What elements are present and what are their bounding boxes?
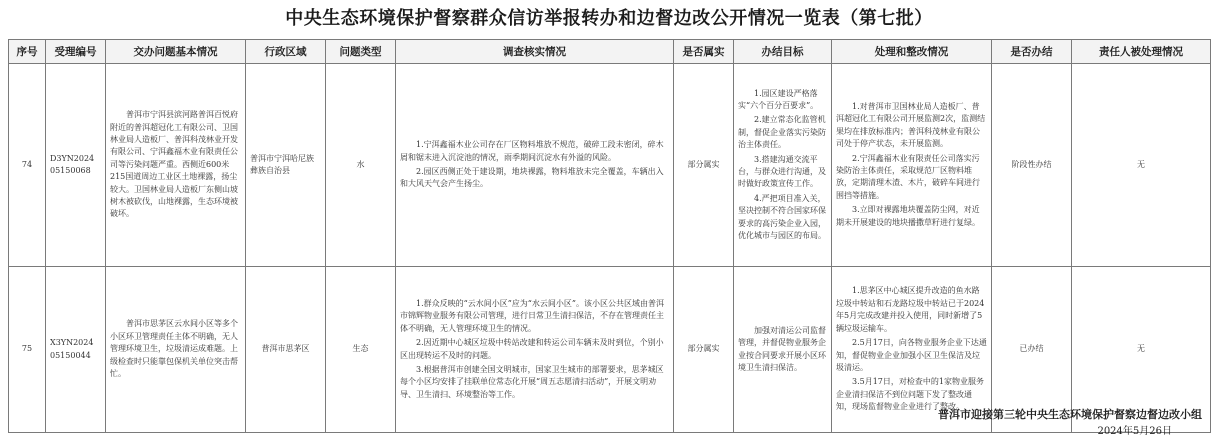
row-done: 阶段性办结: [992, 64, 1072, 267]
document-title: 中央生态环境保护督察群众信访举报转办和边督边改公开情况一览表（第七批）: [285, 8, 933, 29]
row-type: 生态: [326, 267, 396, 433]
header-region: 行政区域: [246, 40, 326, 64]
goal-item: 1.园区建设严格落实“六个百分百要求”。: [738, 88, 819, 110]
footer-date: 2024年5月26日: [1097, 426, 1172, 437]
row-type: 水: [326, 64, 396, 267]
row-region: 普洱市宁洱哈尼族彝族自治县: [246, 64, 326, 267]
handling-item: 1.思茅区中心城区提升改造的鱼水路垃圾中转站和石龙路垃圾中转站已于2024年5月完成改建并投入使用，同时新增了5辆垃圾运输车。: [836, 286, 985, 333]
row-goal: [734, 64, 832, 267]
row-penalty: 无: [1072, 64, 1211, 267]
row-issue: [106, 64, 246, 267]
investigation-item: 2.因近期中心城区垃圾中转站改建和转运公司车辆未及时到位，个别小区出现转运不及时的问题。: [400, 338, 664, 360]
row-region: 普洱市思茅区: [246, 267, 326, 433]
row-goal: [734, 267, 832, 433]
row-truth: 部分属实: [674, 267, 734, 433]
goal-item: 4.严把项目准入关，坚决控制不符合国家环保要求的高污染企业入园，优化城市与园区的布局。: [738, 193, 826, 241]
row-penalty: 无: [1072, 267, 1211, 433]
row-code: [46, 64, 106, 267]
header-code: 受理编号: [46, 40, 106, 64]
goal-item: 3.搭建沟通交流平台，与群众进行沟通，及时做好政策宣传工作。: [738, 154, 826, 189]
handling-item: 2.5月17日，向各物业服务企业下达通知，督促物业企业加强小区卫生保洁及垃圾清运。: [836, 338, 987, 372]
row-handling: [832, 64, 992, 267]
row-done: 已办结: [992, 267, 1072, 433]
handling-item: 3.立即对裸露地块覆盖防尘网，对近期未开展建设的地块播撒草籽进行复绿。: [836, 205, 980, 227]
disclosure-table: [8, 39, 1211, 433]
row-issue-text: 普洱市宁洱县滨河路普洱百悦府附近的普洱超冠化工有限公司、卫国林业局人造板厂、普洱科茂林业开发有限公司、宁洱鑫福木业有限责任公司等污染问题严重。西侧近600米215国道周边工业区土地裸露，扬尘较大。卫国林业局人造板厂东侧山坡树木被砍伐，山地裸露，生态环境被破坏。: [110, 110, 238, 219]
header-truth: 是否属实: [674, 40, 734, 64]
row-code-text: D3YN2024 05150068: [50, 153, 95, 175]
goal-item: 加强对清运公司监督管理，并督促物业服务企业按合同要求开展小区环境卫生清扫保洁。: [738, 325, 826, 372]
table-row: [9, 64, 1211, 267]
handling-item: 3.5月17日，对检查中的1家物业服务企业清扫保洁不到位问题下发了整改通知，现场监督物业企业进行了整改。: [836, 377, 984, 412]
row-issue-text: 普洱市思茅区云水间小区等多个小区环卫管理责任主体不明确，无人管理环境卫生，垃圾清运成难题。上级检查时只能靠包保机关单位突击帮忙。: [110, 319, 238, 379]
row-code: [46, 267, 106, 433]
investigation-item: 2.园区西侧正处于建设期，地块裸露，物料堆放未完全覆盖，车辆出入和大风天气会产生扬尘。: [400, 167, 664, 189]
header-penalty: 责任人被处理情况: [1072, 40, 1211, 64]
investigation-item: 1.宁洱鑫福木业公司存在厂区物料堆放不规范，破碎工段未密闭，碎木屑和锯末进入沉淀池的情况，雨季期间沉淀水有外溢的风险。: [400, 140, 664, 162]
row-seq: 75: [9, 267, 46, 433]
row-seq: 74: [9, 64, 46, 267]
handling-item: 2.宁洱鑫福木业有限责任公司落实污染防治主体责任，采取规范厂区物料堆放，定期清理木渣、木片，破碎车间进行围挡等措施。: [836, 153, 980, 200]
row-investigation: [396, 267, 674, 433]
header-done: 是否办结: [992, 40, 1072, 64]
header-issue: 交办问题基本情况: [106, 40, 246, 64]
header-seq: 序号: [9, 40, 46, 64]
header-handling: 处理和整改情况: [832, 40, 992, 64]
row-code-text: X3YN2024 05150044: [50, 338, 94, 360]
investigation-item: 3.根据普洱市创建全国文明城市，国家卫生城市的部署要求，思茅城区每个小区均安排了挂联单位常态化开展“周五志愿清扫活动”，开展文明劝导、卫生清扫、环境整治等工作。: [400, 364, 664, 399]
header-investigation: 调查核实情况: [396, 40, 674, 64]
footer-organization: 普洱市迎接第三轮中央生态环境保护督察边督边改小组: [938, 408, 1202, 421]
row-truth: 部分属实: [674, 64, 734, 267]
investigation-item: 1.群众反映的“云水间小区”应为“水云间小区”。该小区公共区域由普洱市锦辉物业服务有限公司管理，进行日常卫生清扫保洁，不存在管理责任主体不明确，无人管理环境卫生的情况。: [400, 298, 664, 333]
row-investigation: [396, 64, 674, 267]
goal-item: 2.建立常态化监管机制，督促企业落实污染防治主体责任。: [738, 115, 826, 150]
row-issue: [106, 267, 246, 433]
header-type: 问题类型: [326, 40, 396, 64]
handling-item: 1.对普洱市卫国林业局人造板厂、普洱超冠化工有限公司开展监测2次，监测结果均在排放标准内；普洱科茂林业有限公司处于停产状态，未开展监测。: [836, 101, 986, 149]
header-row: [9, 40, 1211, 64]
header-goal: 办结目标: [734, 40, 832, 64]
